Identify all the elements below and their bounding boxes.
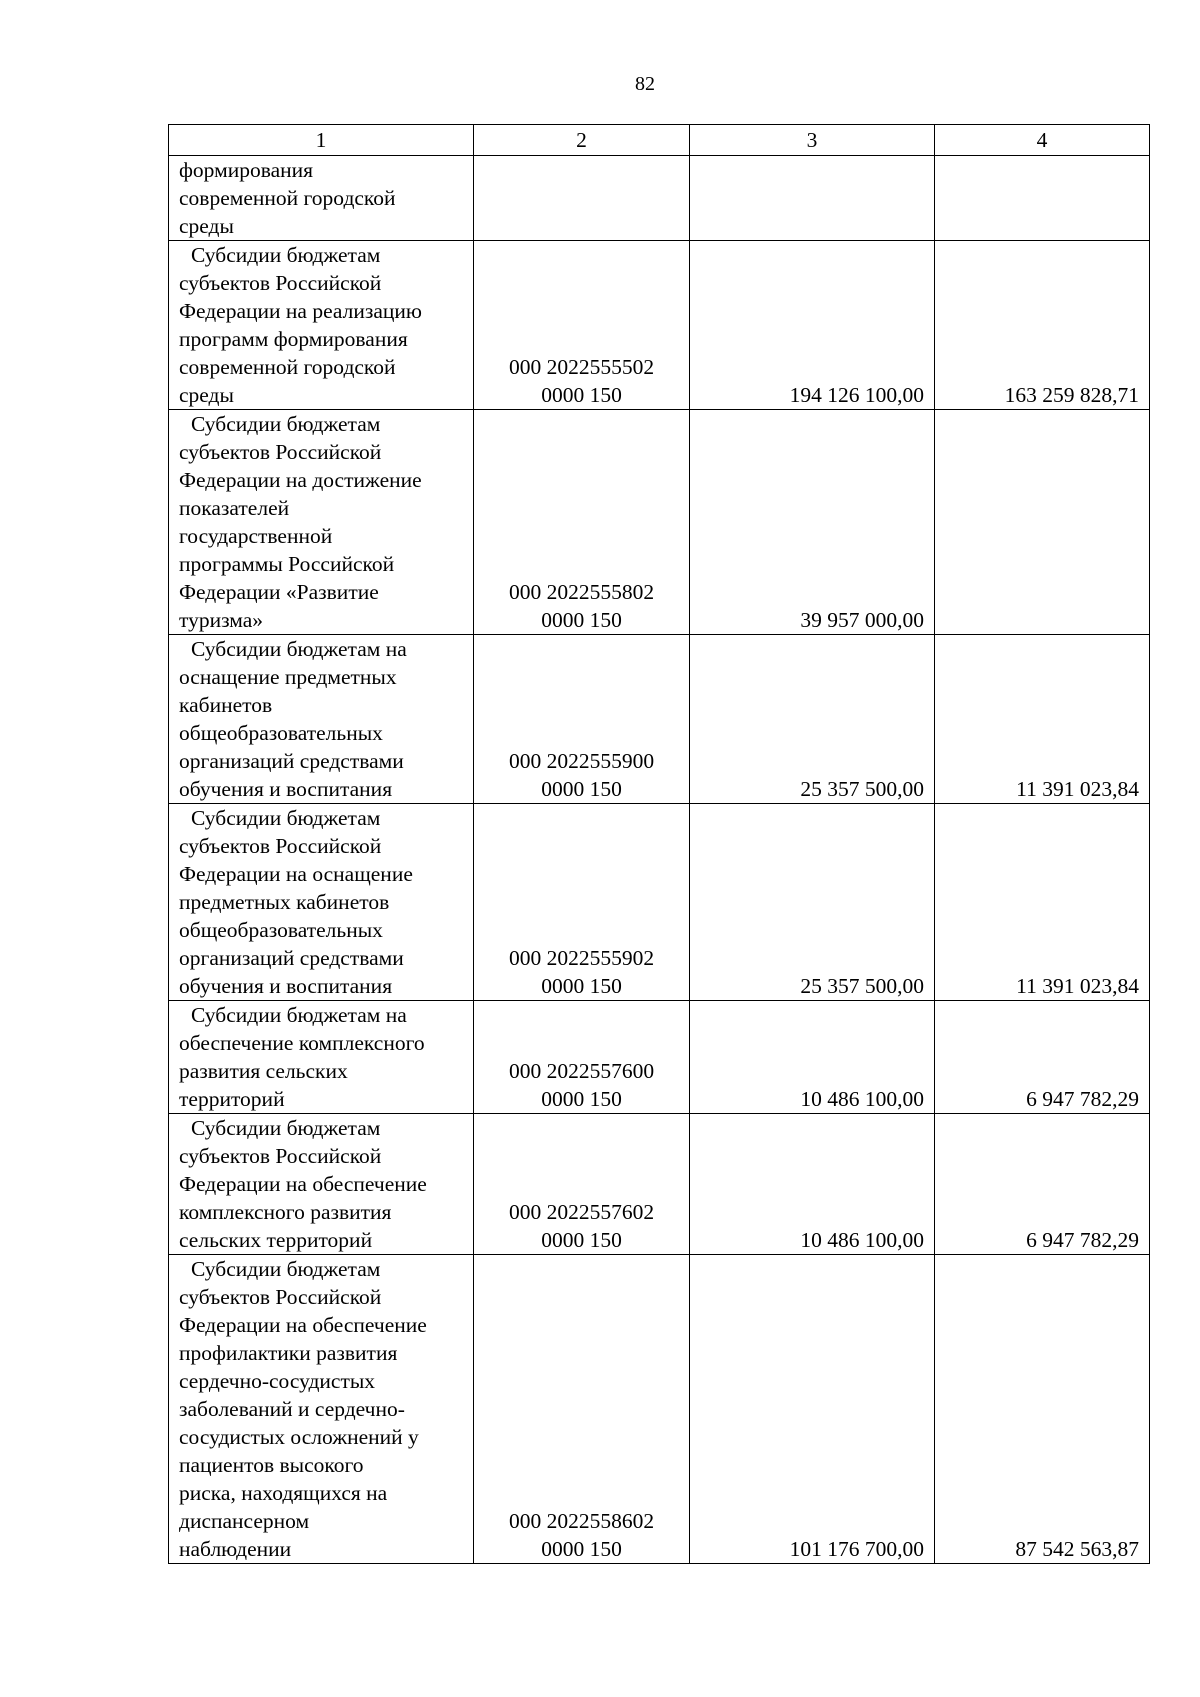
row-amount-col4: 6 947 782,29 — [935, 1114, 1150, 1255]
row-name-line: Субсидии бюджетам — [191, 243, 381, 267]
row-amount-col3 — [690, 156, 935, 241]
row-code-line: 000 2022555902 — [508, 946, 655, 970]
table-row — [169, 156, 1150, 241]
row-name-line: государственной — [179, 524, 333, 548]
row-amount-col3: 25 357 500,00 — [690, 804, 935, 1001]
row-code-cell — [474, 410, 690, 635]
row-name-line: субъектов Российской — [179, 1144, 382, 1168]
row-code-line: 000 2022555802 — [508, 580, 655, 604]
row-name-line: организаций средствами — [179, 749, 404, 773]
row-amount-col3: 194 126 100,00 — [690, 241, 935, 410]
row-code-line: 0000 150 — [541, 1228, 622, 1252]
page-number: 82 — [635, 73, 655, 95]
row-code-line: 0000 150 — [541, 974, 622, 998]
row-name-line: современной городской — [179, 186, 396, 210]
table-row — [169, 804, 1150, 1001]
row-amount-col3: 101 176 700,00 — [690, 1255, 935, 1564]
row-name-line: субъектов Российской — [179, 271, 382, 295]
row-name-cell — [169, 635, 474, 804]
table-row — [169, 635, 1150, 804]
row-name-line: предметных кабинетов — [179, 890, 390, 914]
row-code-line: 000 2022558602 — [508, 1509, 655, 1533]
row-name-line: Федерации на обеспечение — [179, 1313, 427, 1337]
row-amount-col4: 6 947 782,29 — [935, 1001, 1150, 1114]
row-name-line: показателей — [179, 496, 290, 520]
row-name-cell — [169, 1001, 474, 1114]
row-amount-col4: 11 391 023,84 — [935, 635, 1150, 804]
row-name-line: профилактики развития — [179, 1341, 398, 1365]
row-name-line: туризма» — [179, 608, 264, 632]
row-name-line: субъектов Российской — [179, 440, 382, 464]
row-name-line: сельских территорий — [179, 1228, 373, 1252]
budget-table — [168, 124, 1150, 1564]
row-code-cell — [474, 241, 690, 410]
row-name-line: Субсидии бюджетам — [191, 1257, 381, 1281]
row-name-line: обучения и воспитания — [179, 974, 393, 998]
row-code-cell — [474, 804, 690, 1001]
row-code-line: 000 2022555900 — [508, 749, 655, 773]
row-name-cell — [169, 241, 474, 410]
header-row — [169, 125, 1150, 156]
row-name-cell — [169, 410, 474, 635]
row-name-line: субъектов Российской — [179, 834, 382, 858]
row-name-line: среды — [179, 214, 234, 238]
table-row — [169, 1255, 1150, 1564]
row-name-line: территорий — [179, 1087, 285, 1111]
row-name-line: общеобразовательных — [179, 918, 383, 942]
row-name-line: Субсидии бюджетам — [191, 412, 381, 436]
row-name-line: программ формирования — [179, 327, 408, 351]
row-code-line: 0000 150 — [541, 1537, 622, 1561]
row-name-line: современной городской — [179, 355, 396, 379]
row-amount-col3: 10 486 100,00 — [690, 1001, 935, 1114]
row-name-line: среды — [179, 383, 234, 407]
row-name-line: формирования — [179, 158, 314, 182]
row-name-line: Федерации на обеспечение — [179, 1172, 427, 1196]
row-code-line: 0000 150 — [541, 608, 622, 632]
row-name-line: Федерации на оснащение — [179, 862, 413, 886]
table-row — [169, 1114, 1150, 1255]
column-header-4: 4 — [935, 125, 1150, 156]
row-name-line: сосудистых осложнений у — [179, 1425, 419, 1449]
table-row — [169, 1001, 1150, 1114]
row-amount-col4: 11 391 023,84 — [935, 804, 1150, 1001]
row-name-line: организаций средствами — [179, 946, 404, 970]
row-amount-col3: 10 486 100,00 — [690, 1114, 935, 1255]
row-amount-col4: 163 259 828,71 — [935, 241, 1150, 410]
table-body — [169, 156, 1150, 1564]
row-name-line: Субсидии бюджетам — [191, 806, 381, 830]
row-name-line: Субсидии бюджетам — [191, 1116, 381, 1140]
row-name-line: оснащение предметных — [179, 665, 397, 689]
row-code-cell — [474, 1255, 690, 1564]
row-name-line: развития сельских — [179, 1059, 348, 1083]
row-code-line: 0000 150 — [541, 383, 622, 407]
row-code-cell — [474, 635, 690, 804]
row-amount-col3: 39 957 000,00 — [690, 410, 935, 635]
row-amount-col4 — [935, 156, 1150, 241]
row-code-cell — [474, 1001, 690, 1114]
column-header-3: 3 — [690, 125, 935, 156]
row-amount-col4 — [935, 410, 1150, 635]
row-name-cell — [169, 156, 474, 241]
column-header-2: 2 — [474, 125, 690, 156]
row-name-line: наблюдении — [179, 1537, 292, 1561]
row-name-line: субъектов Российской — [179, 1285, 382, 1309]
row-name-line: кабинетов — [179, 693, 273, 717]
row-name-line: Субсидии бюджетам на — [191, 1003, 407, 1027]
row-name-line: общеобразовательных — [179, 721, 383, 745]
row-code-cell — [474, 156, 690, 241]
table-row — [169, 410, 1150, 635]
row-name-line: Федерации на достижение — [179, 468, 422, 492]
row-name-cell — [169, 1114, 474, 1255]
row-name-line: заболеваний и сердечно- — [179, 1397, 405, 1421]
row-name-line: пациентов высокого — [179, 1453, 364, 1477]
row-name-line: Федерации «Развитие — [179, 580, 379, 604]
row-code-line: 000 2022557600 — [508, 1059, 655, 1083]
row-name-line: Субсидии бюджетам на — [191, 637, 407, 661]
row-name-line: обеспечение комплексного — [179, 1031, 425, 1055]
row-code-line: 0000 150 — [541, 777, 622, 801]
table-row — [169, 241, 1150, 410]
row-name-line: сердечно-сосудистых — [179, 1369, 376, 1393]
row-code-line: 0000 150 — [541, 1087, 622, 1111]
row-name-line: риска, находящихся на — [179, 1481, 388, 1505]
row-name-line: комплексного развития — [179, 1200, 392, 1224]
row-code-line: 000 2022555502 — [508, 355, 655, 379]
row-amount-col4: 87 542 563,87 — [935, 1255, 1150, 1564]
row-name-line: диспансерном — [179, 1509, 310, 1533]
row-name-line: программы Российской — [179, 552, 395, 576]
row-code-cell — [474, 1114, 690, 1255]
row-name-cell — [169, 1255, 474, 1564]
row-code-line: 000 2022557602 — [508, 1200, 655, 1224]
row-name-line: обучения и воспитания — [179, 777, 393, 801]
row-amount-col3: 25 357 500,00 — [690, 635, 935, 804]
column-header-1: 1 — [169, 125, 474, 156]
row-name-line: Федерации на реализацию — [179, 299, 422, 323]
row-name-cell — [169, 804, 474, 1001]
